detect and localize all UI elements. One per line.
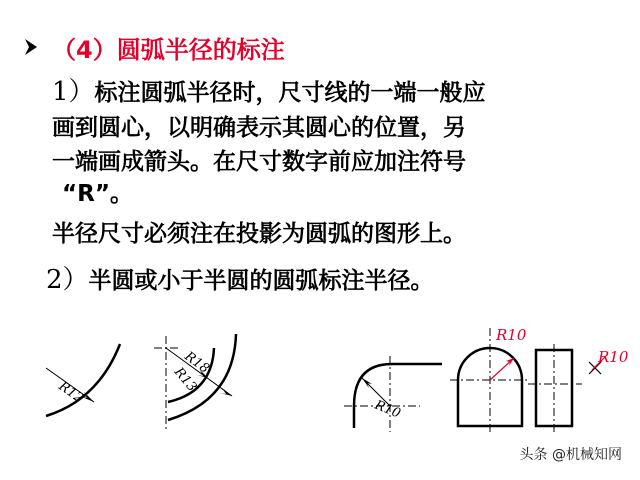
figure-arc-r12 <box>28 330 138 430</box>
paragraph1-line4: “R”。 <box>62 181 133 207</box>
figure-rect-r10 <box>526 338 638 434</box>
fig4-label: R10 <box>496 326 527 344</box>
arrow-bullet-icon <box>24 38 38 56</box>
figure-semicircle-r10 <box>448 318 528 434</box>
fig2-label-outer: R18 <box>181 349 212 377</box>
paragraph2 <box>46 264 434 298</box>
fig2-label-inner: R13 <box>170 364 200 395</box>
fig3-label: R10 <box>372 397 403 422</box>
paragraph1-line2: 画到圆心，以明确表示其圆心的位置，另 <box>52 115 466 141</box>
paragraph2-number: 2） <box>46 265 89 295</box>
figure-fillet-r10 <box>340 352 450 434</box>
paragraph1-line5: 半径尺寸必须注在投影为圆弧的图形上。 <box>52 221 466 247</box>
watermark: 头条 @机械知网 <box>519 447 622 463</box>
paragraph2-text: 半圆或小于半圆的圆弧标注半径。 <box>88 268 434 294</box>
paragraph1-line3: 一端画成箭头。在尺寸数字前应加注符号 <box>52 149 466 175</box>
fig1-label: R12 <box>55 378 86 407</box>
figure-arc-r18-r13 <box>148 326 258 436</box>
fig1-arc <box>46 344 120 416</box>
fig5-label: R10 <box>598 348 629 366</box>
section-heading-text: （4）圆弧半径的标注 <box>52 35 285 64</box>
paragraph1-line1 <box>52 76 486 110</box>
paragraph1-line1-text: 标注圆弧半径时，尺寸线的一端一般应 <box>94 80 486 106</box>
section-heading <box>24 30 285 64</box>
paragraph1-number: 1） <box>52 77 95 107</box>
